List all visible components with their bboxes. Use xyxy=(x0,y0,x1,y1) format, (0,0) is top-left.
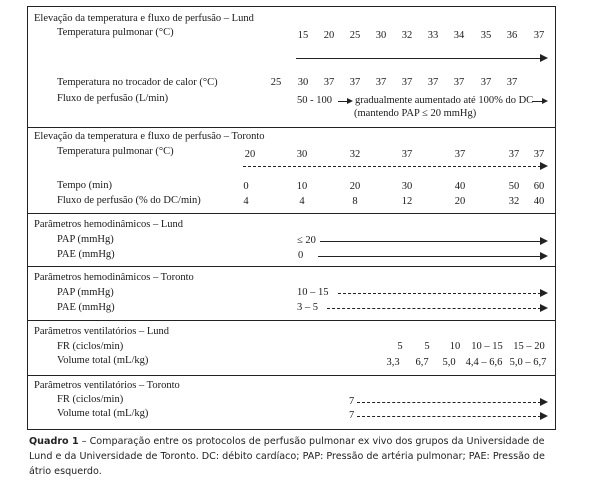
value-cell: 5,0 xyxy=(442,357,456,368)
lund-fr-label: FR (ciclos/min) xyxy=(57,341,124,352)
value-cell: 32 xyxy=(508,196,520,207)
value-cell: 37 xyxy=(506,77,518,88)
value-cell: 4 xyxy=(243,196,249,207)
lund-flow-note: (mantendo PAP ≤ 20 mmHg) xyxy=(354,108,477,119)
toronto-pulmonary-temp-label: Temperatura pulmonar (°C) xyxy=(57,146,174,157)
value-cell: 25 xyxy=(270,77,282,88)
section-divider xyxy=(27,266,556,267)
value-cell: 60 xyxy=(533,181,545,192)
value-cell: 37 xyxy=(533,149,545,160)
caption-label: Quadro 1 xyxy=(29,436,79,447)
toronto-pae-label: PAE (mmHg) xyxy=(57,302,115,313)
value-cell: 37 xyxy=(480,77,492,88)
value-cell: 32 xyxy=(401,30,413,41)
toronto-time-label: Tempo (min) xyxy=(57,180,112,191)
lund-flow-text: gradualmente aumentado até 100% do DC xyxy=(355,95,534,106)
value-cell: 36 xyxy=(506,30,518,41)
value-cell: 3,3 xyxy=(386,357,400,368)
lund-pap-value: ≤ 20 xyxy=(297,235,316,246)
value-cell: 37 xyxy=(401,149,413,160)
lund-pae-value: 0 xyxy=(298,250,304,261)
value-cell: 10 xyxy=(296,181,308,192)
value-cell: 10 – 15 xyxy=(471,341,503,352)
section-title-toronto-ventilatory: Parâmetros ventilatórios – Toronto xyxy=(34,380,180,391)
value-cell: 37 xyxy=(375,77,387,88)
caption-text: – Comparação entre os protocolos de perfusão pulmonar ex vivo dos grupos da Universidade de Lund e da Universidade de Toronto. DC: débito cardíaco; PAP: Pressão de artéria pulmonar; PAE: Pressão de átrio esquerdo. xyxy=(29,436,545,477)
value-cell: 12 xyxy=(401,196,413,207)
lund-pap-label: PAP (mmHg) xyxy=(57,234,114,245)
lund-pae-label: PAE (mmHg) xyxy=(57,249,115,260)
value-cell: 5 xyxy=(424,341,430,352)
value-cell: 15 xyxy=(297,30,309,41)
toronto-pap-value: 10 – 15 xyxy=(297,287,329,298)
value-cell: 6,7 xyxy=(415,357,429,368)
table-caption xyxy=(29,434,567,479)
value-cell: 37 xyxy=(401,77,413,88)
section-title-toronto-temperature: Elevação da temperatura e fluxo de perfusão – Toronto xyxy=(34,131,265,142)
toronto-pap-label: PAP (mmHg) xyxy=(57,287,114,298)
section-title-lund-ventilatory: Parâmetros ventilatórios – Lund xyxy=(34,326,170,337)
value-cell: 30 xyxy=(296,149,308,160)
lund-volume-label: Volume total (mL/kg) xyxy=(57,355,149,366)
value-cell: 10 xyxy=(449,341,461,352)
value-cell: 30 xyxy=(375,30,387,41)
lund-exchanger-temp-label: Temperatura no trocador de calor (°C) xyxy=(57,77,218,88)
value-cell: 15 – 20 xyxy=(513,341,545,352)
value-cell: 8 xyxy=(352,196,358,207)
section-title-lund-hemodynamic: Parâmetros hemodinâmicos – Lund xyxy=(34,219,184,230)
value-cell: 37 xyxy=(427,77,439,88)
value-cell: 30 xyxy=(401,181,413,192)
lund-pulmonary-temp-label: Temperatura pulmonar (°C) xyxy=(57,27,174,38)
lund-flow-label: Fluxo de perfusão (L/min) xyxy=(57,93,169,104)
value-cell: 25 xyxy=(349,30,361,41)
value-cell: 4 xyxy=(299,196,305,207)
value-cell: 20 xyxy=(454,196,466,207)
value-cell: 50 xyxy=(508,181,520,192)
section-title-lund-temperature: Elevação da temperatura e fluxo de perfusão – Lund xyxy=(34,13,254,24)
value-cell: 5,0 – 6,7 xyxy=(509,357,547,368)
value-cell: 5 xyxy=(397,341,403,352)
toronto-pae-value: 3 – 5 xyxy=(297,302,318,313)
lund-flow-start: 50 - 100 xyxy=(297,95,332,106)
section-title-toronto-hemodynamic: Parâmetros hemodinâmicos – Toronto xyxy=(34,272,194,283)
value-cell: 37 xyxy=(454,149,466,160)
value-cell: 0 xyxy=(243,181,249,192)
value-cell: 40 xyxy=(454,181,466,192)
value-cell: 40 xyxy=(533,196,545,207)
value-cell: 33 xyxy=(427,30,439,41)
toronto-fr-value: 7 xyxy=(349,396,355,407)
value-cell: 37 xyxy=(453,77,465,88)
section-divider xyxy=(27,213,556,214)
toronto-fr-label: FR (ciclos/min) xyxy=(57,394,124,405)
value-cell: 4,4 – 6,6 xyxy=(465,357,503,368)
value-cell: 35 xyxy=(480,30,492,41)
toronto-flow-label: Fluxo de perfusão (% do DC/min) xyxy=(57,195,201,206)
section-divider xyxy=(27,320,556,321)
value-cell: 20 xyxy=(244,149,256,160)
section-divider xyxy=(27,127,556,128)
value-cell: 37 xyxy=(508,149,520,160)
value-cell: 37 xyxy=(533,30,545,41)
toronto-volume-value: 7 xyxy=(349,410,355,421)
value-cell: 20 xyxy=(323,30,335,41)
value-cell: 37 xyxy=(323,77,335,88)
value-cell: 30 xyxy=(297,77,309,88)
value-cell: 37 xyxy=(349,77,361,88)
toronto-volume-label: Volume total (mL/kg) xyxy=(57,408,149,419)
value-cell: 34 xyxy=(453,30,465,41)
value-cell: 20 xyxy=(349,181,361,192)
section-divider xyxy=(27,375,556,376)
value-cell: 32 xyxy=(349,149,361,160)
